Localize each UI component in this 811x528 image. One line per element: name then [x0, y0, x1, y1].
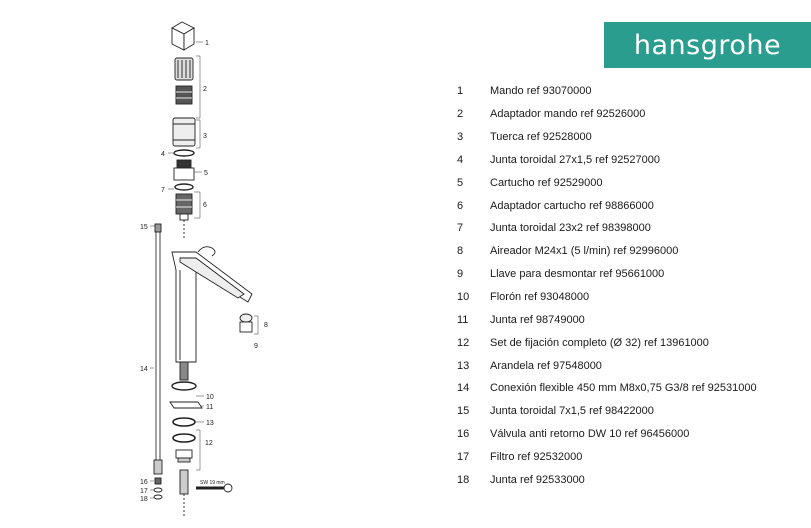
part-number: 18 — [457, 473, 470, 486]
parts-list-item — [452, 194, 811, 217]
part-number: 9 — [457, 268, 464, 281]
part-description: Llave para desmontar ref 95661000 — [490, 268, 665, 281]
part-number: 13 — [457, 359, 470, 372]
callout-18: 18 — [140, 496, 148, 503]
brand-name: hansgrohe — [633, 29, 782, 61]
callout-1: 1 — [205, 40, 209, 47]
part-number: 15 — [457, 405, 470, 418]
part-description: Florón ref 93048000 — [490, 291, 590, 304]
parts-list — [452, 80, 811, 491]
parts-list-item — [452, 149, 811, 172]
part-description: Conexión flexible 450 mm M8x0,75 G3/8 ref 92531000 — [490, 382, 757, 395]
parts-list-item — [452, 354, 811, 377]
parts-list-item — [452, 126, 811, 149]
wrench-label: SW 19 mm — [200, 480, 225, 486]
parts-list-item — [452, 240, 811, 263]
brand-logo — [604, 22, 811, 68]
callout-3: 3 — [203, 133, 207, 140]
part-nut — [173, 118, 195, 146]
exploded-diagram — [0, 0, 300, 528]
part-description: Aireador M24x1 (5 l/min) ref 92996000 — [490, 245, 679, 258]
part-description: Cartucho ref 92529000 — [490, 176, 603, 189]
part-description: Arandela ref 97548000 — [490, 359, 602, 372]
part-number: 8 — [457, 245, 464, 258]
part-gasket — [170, 402, 202, 408]
callout-2: 2 — [203, 86, 207, 93]
part-aerator — [240, 314, 252, 332]
part-description: Tuerca ref 92528000 — [490, 131, 592, 144]
part-faucet-body — [172, 252, 252, 362]
part-description: Junta toroidal 23x2 ref 98398000 — [490, 222, 651, 235]
callout-7: 7 — [161, 187, 165, 194]
part-number: 17 — [457, 450, 470, 463]
part-description: Set de fijación completo (Ø 32) ref 13961000 — [490, 336, 709, 349]
part-number: 10 — [457, 291, 470, 304]
parts-list-item — [452, 171, 811, 194]
part-number: 11 — [457, 313, 469, 326]
part-number: 14 — [457, 382, 470, 395]
callout-8: 8 — [264, 322, 268, 329]
parts-list-item — [452, 331, 811, 354]
part-description: Adaptador cartucho ref 98866000 — [490, 199, 654, 212]
callout-13: 13 — [206, 420, 214, 427]
callout-12: 12 — [205, 440, 213, 447]
part-washer — [173, 418, 195, 426]
part-oring-23 — [175, 184, 193, 190]
parts-list-item — [452, 400, 811, 423]
part-number: 4 — [457, 153, 464, 166]
part-description: Junta toroidal 7x1,5 ref 98422000 — [490, 405, 654, 418]
parts-list-item — [452, 217, 811, 240]
callout-14: 14 — [140, 366, 148, 373]
part-description: Filtro ref 92532000 — [490, 450, 583, 463]
callout-6: 6 — [203, 202, 207, 209]
part-number: 3 — [457, 131, 464, 144]
callout-16: 16 — [140, 479, 148, 486]
part-cartridge-adapter — [176, 194, 192, 220]
callout-4: 4 — [161, 151, 165, 158]
parts-list-item — [452, 468, 811, 491]
part-handle — [172, 22, 194, 50]
parts-list-item — [452, 308, 811, 331]
parts-list-item — [452, 377, 811, 400]
parts-list-item — [452, 423, 811, 446]
part-oring-27 — [174, 150, 194, 156]
part-cartridge — [174, 160, 194, 180]
parts-list-item — [452, 103, 811, 126]
part-number: 6 — [457, 199, 464, 212]
callout-15: 15 — [140, 224, 148, 231]
part-removal-key — [198, 247, 215, 256]
part-description: Mando ref 93070000 — [490, 85, 592, 98]
part-number: 5 — [457, 176, 464, 189]
parts-list-item — [452, 446, 811, 469]
callout-10: 10 — [206, 394, 214, 401]
part-flange — [172, 382, 196, 390]
part-number: 7 — [457, 222, 464, 235]
part-number: 16 — [457, 428, 470, 441]
parts-list-item — [452, 263, 811, 286]
part-flexible-hose — [154, 224, 162, 474]
part-description: Junta ref 98749000 — [490, 313, 585, 326]
callout-9: 9 — [254, 343, 258, 350]
part-number: 2 — [457, 108, 464, 121]
callout-5: 5 — [204, 170, 208, 177]
part-fixing-set — [173, 434, 195, 462]
part-handle-adapter — [175, 58, 193, 104]
part-number: 1 — [457, 85, 464, 98]
part-number: 12 — [457, 336, 470, 349]
part-description: Junta ref 92533000 — [490, 473, 585, 486]
parts-list-item — [452, 286, 811, 309]
part-description: Adaptador mando ref 92526000 — [490, 108, 646, 121]
part-description: Válvula anti retorno DW 10 ref 96456000 — [490, 428, 690, 441]
callout-11: 11 — [206, 404, 214, 411]
parts-list-item — [452, 80, 811, 103]
callout-17: 17 — [140, 488, 148, 495]
part-description: Junta toroidal 27x1,5 ref 92527000 — [490, 153, 661, 166]
